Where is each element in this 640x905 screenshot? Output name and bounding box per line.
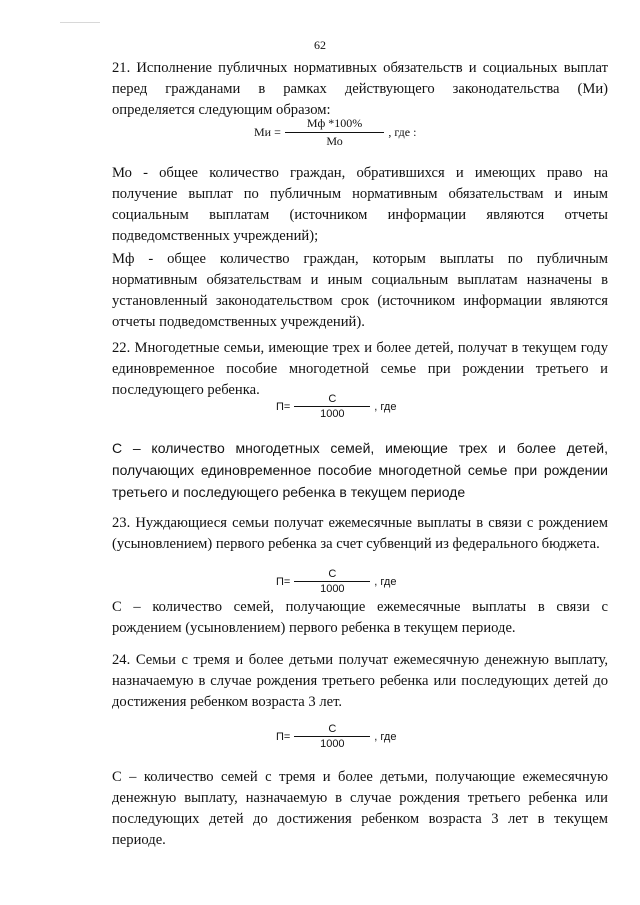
scan-artifact bbox=[60, 22, 100, 23]
fraction-numerator: С bbox=[328, 568, 337, 580]
fraction-denominator: 1000 bbox=[320, 583, 345, 595]
section-23-def: С – количество семей, получающие ежемесячные выплаты в связи с рождением (усыновлением) первого ребенка в текущем периоде. bbox=[112, 599, 608, 636]
fraction bbox=[294, 393, 370, 420]
formula-rhs: , где bbox=[374, 575, 397, 588]
formula-lhs: П= bbox=[276, 730, 291, 743]
section-21-def-mo: Мо - общее количество граждан, обратившихся и имеющих право на получение выплат по публичным нормативным обязательствам и иным социальным выплатам (источником информации являются отчеты подведомственных учреждений); bbox=[112, 165, 608, 244]
section-24-text: 24. Семьи с тремя и более детьми получат ежемесячную денежную выплату, назначаемую в случае рождения третьего ребенка или последующих детей до достижения ребенком возраста 3 лет. bbox=[112, 652, 608, 710]
page-number: 62 bbox=[314, 38, 326, 52]
formula-lhs: Ми = bbox=[254, 125, 281, 139]
section-21-text: 21. Исполнение публичных нормативных обязательств и социальных выплат перед гражданами в рамках действующего законодательства (Ми) определяется следующим образом: bbox=[112, 60, 608, 118]
fraction bbox=[294, 723, 370, 750]
formula-rhs: , где bbox=[374, 730, 397, 743]
fraction-numerator: С bbox=[328, 393, 337, 405]
formula-lhs: П= bbox=[276, 575, 291, 588]
section-23-text: 23. Нуждающиеся семьи получат ежемесячные выплаты в связи с рождением (усыновлением) первого ребенка за счет субвенций из федерального бюджета. bbox=[112, 515, 608, 552]
fraction-denominator: 1000 bbox=[320, 738, 345, 750]
fraction bbox=[285, 116, 384, 149]
fraction-denominator: Мо bbox=[326, 134, 343, 148]
formula-24 bbox=[276, 723, 396, 750]
formula-23 bbox=[276, 568, 396, 595]
section-22-def: С – количество многодетных семей, имеющие трех и более детей, получающих единовременное пособие многодетной семье при рождении третьего и последующего ребенка в текущем периоде bbox=[112, 440, 608, 500]
fraction-numerator: С bbox=[328, 723, 337, 735]
fraction-denominator: 1000 bbox=[320, 408, 345, 420]
formula-22 bbox=[276, 393, 396, 420]
formula-21 bbox=[254, 116, 416, 149]
section-21-def-mf: Мф - общее количество граждан, которым выплаты по публичным нормативным обязательствам и иным социальным выплатам назначены в установленный законодательством срок (источником информации являются отчеты подведомственных учреждений). bbox=[112, 251, 608, 330]
section-22-text: 22. Многодетные семьи, имеющие трех и более детей, получат в текущем году единовременное пособие многодетной семье при рождении третьего и последующего ребенка. bbox=[112, 340, 608, 398]
fraction bbox=[294, 568, 370, 595]
section-24-def: С – количество семей с тремя и более детьми, получающие ежемесячную денежную выплату, назначаемую в случае рождения третьего ребенка или последующих детей до достижения ребенком возраста 3 лет в текущем периоде. bbox=[112, 769, 608, 848]
formula-rhs: , где bbox=[374, 400, 397, 413]
fraction-numerator: Мф *100% bbox=[306, 116, 363, 130]
formula-lhs: П= bbox=[276, 400, 291, 413]
formula-rhs: , где : bbox=[388, 125, 417, 139]
